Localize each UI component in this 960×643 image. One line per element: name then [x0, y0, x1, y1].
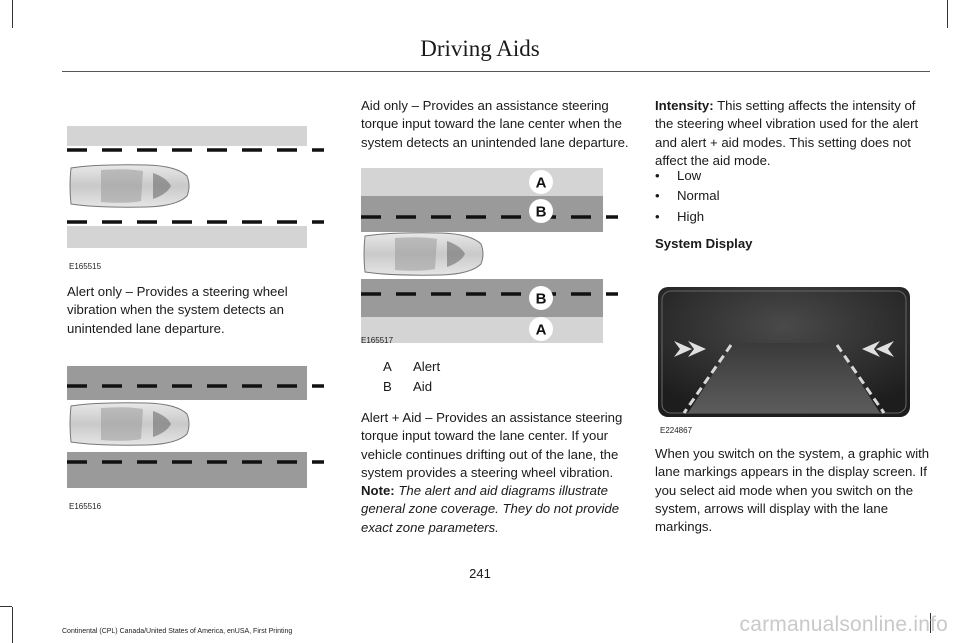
page-header-title: Driving Aids [420, 36, 540, 61]
car-icon [70, 165, 189, 207]
alert-aid-paragraph: Alert + Aid – Provides an assistance steering torque input toward the lane center. If your vehicle continues drifting out of the lane, the system provides a steering wheel vibration. [361, 410, 623, 480]
figure-id-e165517: E165517 [361, 336, 394, 345]
alert-only-paragraph: Alert only – Provides a steering wheel vibration when the system detects an unintended lane departure. [67, 284, 288, 336]
legend-key: B [383, 379, 392, 395]
legend-row [361, 358, 633, 376]
intensity-label: Intensity: [655, 98, 714, 113]
aid-only-paragraph: Aid only – Provides an assistance steering torque input toward the lane center when the system detects an unintended lane departure. [361, 98, 629, 150]
list-item [655, 208, 930, 226]
legend-table [361, 358, 633, 397]
crop-mark [12, 607, 13, 643]
lane-diagram-alert-aid [361, 168, 618, 343]
zone-label-b-top: B [535, 203, 547, 221]
intensity-paragraph [655, 97, 930, 170]
intensity-text: This setting affects the intensity of the steering wheel vibration used for the alert and alert + aid modes. This setting does not affect the aid mode. [655, 98, 919, 168]
bullet-icon: • [655, 188, 660, 204]
option-normal: Normal [677, 188, 720, 204]
header-rule [62, 71, 930, 72]
intensity-options-list [655, 167, 930, 226]
zone-label-a-top: A [535, 174, 547, 192]
watermark: carmanualsonline.info [739, 613, 948, 636]
legend-row [361, 378, 633, 396]
list-item [655, 167, 930, 185]
list-item [655, 187, 930, 205]
figure-id-e165516: E165516 [69, 502, 102, 511]
bullet-icon: • [655, 168, 660, 183]
system-display-paragraph: When you switch on the system, a graphic with lane markings appears in the display screen. If you select aid mode when you switch on the system, arrows will display with the lane markings. [655, 446, 930, 535]
system-display-heading: System Display [655, 236, 753, 251]
legend-value: Alert [413, 359, 441, 374]
note-label: Note: [361, 483, 395, 498]
car-icon [70, 403, 189, 445]
lane-diagram-alert-only-2 [67, 366, 324, 489]
note-text: The alert and aid diagrams illustrate general zone coverage. They do not provide exact zone parameters. [361, 483, 620, 535]
figure-id-e165515: E165515 [69, 262, 102, 271]
legend-value: Aid [413, 379, 433, 395]
option-high: High [677, 208, 705, 224]
crop-mark [0, 606, 12, 607]
note-paragraph [361, 482, 633, 537]
footer-text: Continental (CPL) Canada/United States of America, enUSA, First Printing [62, 628, 293, 635]
crop-mark [947, 0, 948, 28]
car-icon [364, 233, 483, 275]
lane-diagram-alert-only-1 [67, 126, 324, 249]
system-display-image [658, 287, 910, 417]
zone-label-b-bottom: B [535, 290, 547, 308]
page-number: 241 [469, 566, 491, 581]
figure-id-e224867: E224867 [660, 426, 693, 435]
zone-label-a-bottom: A [535, 321, 547, 339]
option-low: Low [677, 168, 702, 183]
crop-mark [12, 0, 13, 28]
bullet-icon: • [655, 208, 660, 224]
legend-key: A [383, 359, 392, 374]
